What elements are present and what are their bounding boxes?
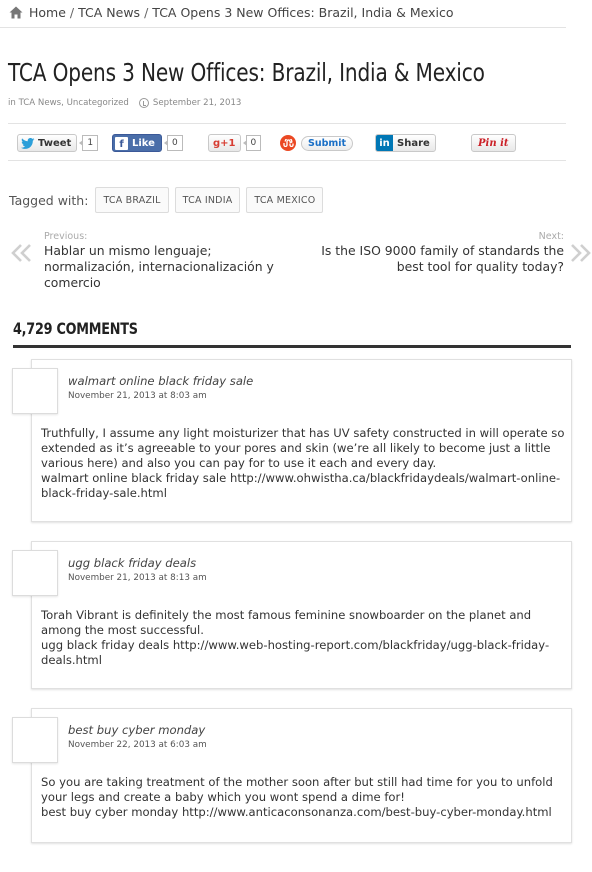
stumbleupon-button[interactable] — [280, 134, 353, 152]
like-count: 0 — [167, 135, 183, 151]
next-label: Next: — [538, 231, 564, 242]
comment-link-line[interactable]: best buy cyber monday http://www.anticaconsonanza.com/best-buy-cyber-monday.html — [41, 805, 552, 819]
comment-author[interactable]: walmart online black friday sale — [68, 374, 254, 388]
google-plus-share — [208, 134, 261, 152]
tags-label: Tagged with: — [9, 192, 89, 208]
comment-link-line[interactable]: walmart online black friday sale http://www.ohwistha.ca/blackfridaydeals/walmart-online-black-friday-sale.html — [41, 471, 561, 500]
facebook-icon: f — [115, 137, 128, 150]
stumbleupon-label: Submit — [301, 136, 353, 151]
previous-post-link[interactable] — [10, 231, 280, 291]
tag-link[interactable]: TCA BRAZIL — [95, 187, 168, 213]
like-label: Like — [132, 137, 155, 149]
comment-date[interactable]: November 21, 2013 at 8:13 am — [68, 573, 207, 583]
comment — [31, 541, 572, 689]
tweet-label: Tweet — [38, 137, 72, 149]
previous-label: Previous: — [44, 231, 88, 242]
google-plus-label: +1 — [220, 137, 236, 149]
comment-body — [41, 608, 566, 668]
pinterest-label: Pin it — [478, 137, 509, 149]
avatar — [12, 550, 58, 596]
linkedin-share-button[interactable] — [375, 134, 436, 152]
next-post-link[interactable] — [294, 231, 564, 275]
tag-list — [9, 187, 329, 213]
comment-date[interactable]: November 21, 2013 at 8:03 am — [68, 391, 207, 401]
google-plus-button[interactable] — [208, 134, 241, 152]
comment-text: Torah Vibrant is definitely the most famous feminine snowboarder on the planet and among the most successful. — [41, 608, 532, 637]
comment-body — [41, 426, 566, 501]
previous-post-title[interactable]: Hablar un mismo lenguaje; normalización, internacionalización y comercio — [44, 243, 274, 290]
tag-link[interactable]: TCA MEXICO — [246, 187, 323, 213]
comment-body — [41, 775, 566, 820]
double-chevron-right-icon — [568, 241, 592, 265]
comment-date[interactable]: November 22, 2013 at 6:03 am — [68, 740, 207, 750]
pinterest-share — [471, 134, 516, 152]
avatar — [12, 368, 58, 414]
comment — [31, 359, 572, 522]
tweet-share — [17, 134, 98, 152]
breadcrumb-separator: / — [144, 4, 149, 20]
facebook-like-share — [112, 134, 183, 152]
tag-link[interactable]: TCA INDIA — [175, 187, 241, 213]
google-plus-count: 0 — [246, 135, 262, 151]
clock-icon — [139, 98, 149, 108]
linkedin-icon: in — [376, 135, 393, 151]
breadcrumb-current: TCA Opens 3 New Offices: Brazil, India & Mexico — [152, 4, 454, 20]
comment-text: So you are taking treatment of the mother soon after but still had time for you to unfold your legs and create a baby which you wont spend a dime for! — [41, 775, 553, 804]
page-title: TCA Opens 3 New Offices: Brazil, India & Mexico — [8, 58, 485, 87]
comments-divider — [13, 345, 571, 348]
post-meta — [8, 98, 241, 108]
next-post-title[interactable]: Is the ISO 9000 family of standards the best tool for quality today? — [321, 243, 564, 274]
breadcrumb-category-link[interactable]: TCA News — [78, 4, 141, 20]
stumbleupon-share — [280, 134, 353, 152]
google-plus-icon: g — [213, 137, 221, 149]
stumbleupon-icon — [280, 135, 296, 151]
comment — [31, 708, 572, 843]
tweet-button[interactable] — [17, 134, 77, 152]
comments-heading: 4,729 COMMENTS — [13, 319, 138, 338]
breadcrumb — [9, 4, 454, 20]
twitter-bird-icon — [21, 138, 35, 149]
breadcrumb-divider — [0, 27, 566, 28]
comment-author[interactable]: ugg black friday deals — [68, 556, 197, 570]
double-chevron-left-icon — [10, 241, 34, 265]
share-bar — [8, 123, 566, 161]
breadcrumb-home-link[interactable]: Home — [29, 4, 66, 20]
breadcrumb-separator: / — [69, 4, 75, 20]
linkedin-label: Share — [397, 137, 430, 149]
linkedin-share — [375, 134, 436, 152]
avatar — [12, 717, 58, 763]
post-date: September 21, 2013 — [152, 98, 242, 108]
tweet-count: 1 — [82, 135, 98, 151]
comment-link-line[interactable]: ugg black friday deals http://www.web-hosting-report.com/blackfriday/ugg-black-friday-deals.html — [41, 638, 550, 667]
facebook-like-button[interactable] — [112, 134, 162, 152]
comment-author[interactable]: best buy cyber monday — [68, 723, 206, 737]
pinterest-pin-button[interactable] — [471, 134, 516, 152]
comment-text: Truthfully, I assume any light moisturizer that has UV safety constructed in will operate so extended as it’s agreeable to your pores and skin (we’re all likely to become just a little various here) and also you can pay for to use it each and every day. — [41, 426, 565, 470]
home-icon[interactable] — [9, 6, 23, 19]
post-categories[interactable]: in TCA News, Uncategorized — [8, 98, 129, 108]
